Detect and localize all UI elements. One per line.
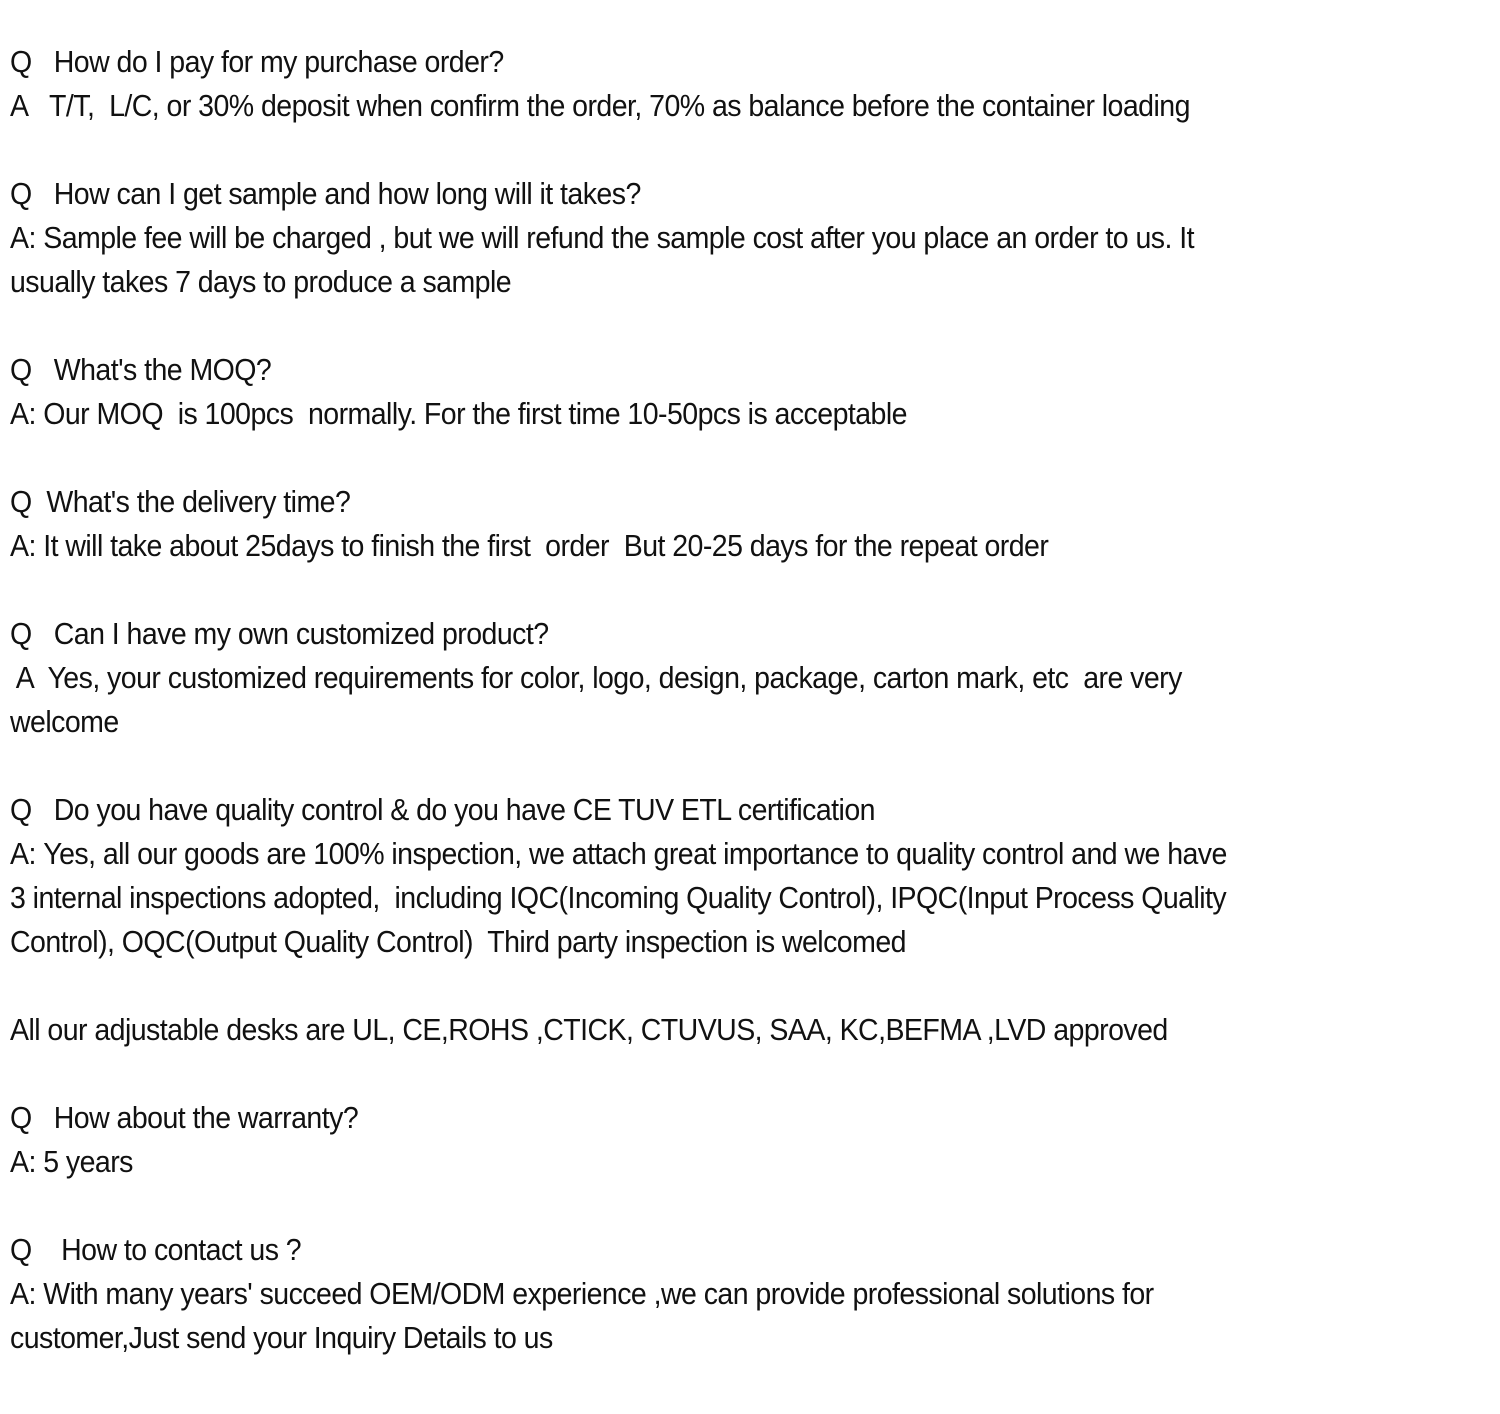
question-prefix: Q (10, 44, 54, 79)
question-text: What's the delivery time? (46, 484, 351, 519)
answer-text: usually takes 7 days to produce a sample (10, 264, 512, 299)
faq-answer-sample (10, 216, 1194, 260)
question-text: How do I pay for my purchase order? (53, 44, 504, 79)
question-text: How to contact us ? (61, 1232, 302, 1267)
faq-question-payment (10, 40, 504, 84)
faq-question-sample (10, 172, 641, 216)
question-text: How can I get sample and how long will it takes? (53, 176, 641, 211)
faq-answer-warranty (10, 1140, 133, 1184)
faq-answer-payment (10, 84, 1190, 128)
question-prefix: Q (10, 352, 54, 387)
faq-answer-moq (10, 392, 907, 436)
answer-text: Yes, your customized requirements for color, logo, design, package, carton mark, etc are very (47, 660, 1182, 695)
answer-text: It will take about 25days to finish the first order But 20-25 days for the repeat order (43, 528, 1049, 563)
faq-question-customization (10, 612, 549, 656)
answer-text: With many years' succeed OEM/ODM experience ,we can provide professional solutions for (43, 1276, 1154, 1311)
faq-answer-contact-cont (10, 1316, 553, 1360)
answer-text: customer,Just send your Inquiry Details to us (10, 1320, 553, 1355)
statement-text: All our adjustable desks are UL, CE,ROHS ,CTICK, CTUVUS, SAA, KC,BEFMA ,LVD approved (10, 1012, 1168, 1047)
answer-prefix: A: (10, 1144, 44, 1179)
faq-question-delivery (10, 480, 350, 524)
answer-prefix: A: (10, 528, 44, 563)
faq-answer-customization (10, 656, 1182, 700)
answer-text: Yes, all our goods are 100% inspection, we attach great importance to quality control and we have (43, 836, 1227, 871)
faq-question-warranty (10, 1096, 358, 1140)
faq-answer-contact (10, 1272, 1154, 1316)
answer-text: welcome (10, 704, 119, 739)
answer-text: 3 internal inspections adopted, including IQC(Incoming Quality Control), IPQC(Input Process Quality (10, 880, 1227, 915)
answer-prefix: A: (10, 396, 44, 431)
question-prefix: Q (10, 176, 54, 211)
faq-question-contact (10, 1228, 301, 1272)
answer-prefix: A (10, 88, 50, 123)
answer-text: Sample fee will be charged , but we will refund the sample cost after you place an order to us. It (43, 220, 1194, 255)
answer-text: 5 years (43, 1144, 133, 1179)
question-text: Can I have my own customized product? (53, 616, 549, 651)
faq-question-moq (10, 348, 271, 392)
answer-prefix: A: (10, 1276, 44, 1311)
faq-answer-quality-cont-2 (10, 920, 906, 964)
answer-prefix: A: (10, 836, 44, 871)
faq-question-quality (10, 788, 875, 832)
question-prefix: Q (10, 616, 54, 651)
question-text: How about the warranty? (53, 1100, 359, 1135)
question-text: Do you have quality control & do you have CE TUV ETL certification (53, 792, 875, 827)
answer-prefix: A: (10, 220, 44, 255)
answer-prefix: A (10, 660, 48, 695)
question-prefix: Q (10, 484, 47, 519)
answer-text: T/T, L/C, or 30% deposit when confirm the order, 70% as balance before the container loading (49, 88, 1190, 123)
question-prefix: Q (10, 1100, 54, 1135)
certification-statement (10, 1008, 1168, 1052)
question-prefix: Q (10, 1232, 62, 1267)
faq-answer-quality (10, 832, 1227, 876)
faq-answer-sample-cont (10, 260, 511, 304)
answer-text: Control), OQC(Output Quality Control) Third party inspection is welcomed (10, 924, 906, 959)
question-text: What's the MOQ? (53, 352, 272, 387)
faq-answer-delivery (10, 524, 1048, 568)
question-prefix: Q (10, 792, 54, 827)
answer-text: Our MOQ is 100pcs normally. For the first time 10-50pcs is acceptable (43, 396, 907, 431)
faq-answer-quality-cont-1 (10, 876, 1226, 920)
faq-answer-customization-cont (10, 700, 119, 744)
